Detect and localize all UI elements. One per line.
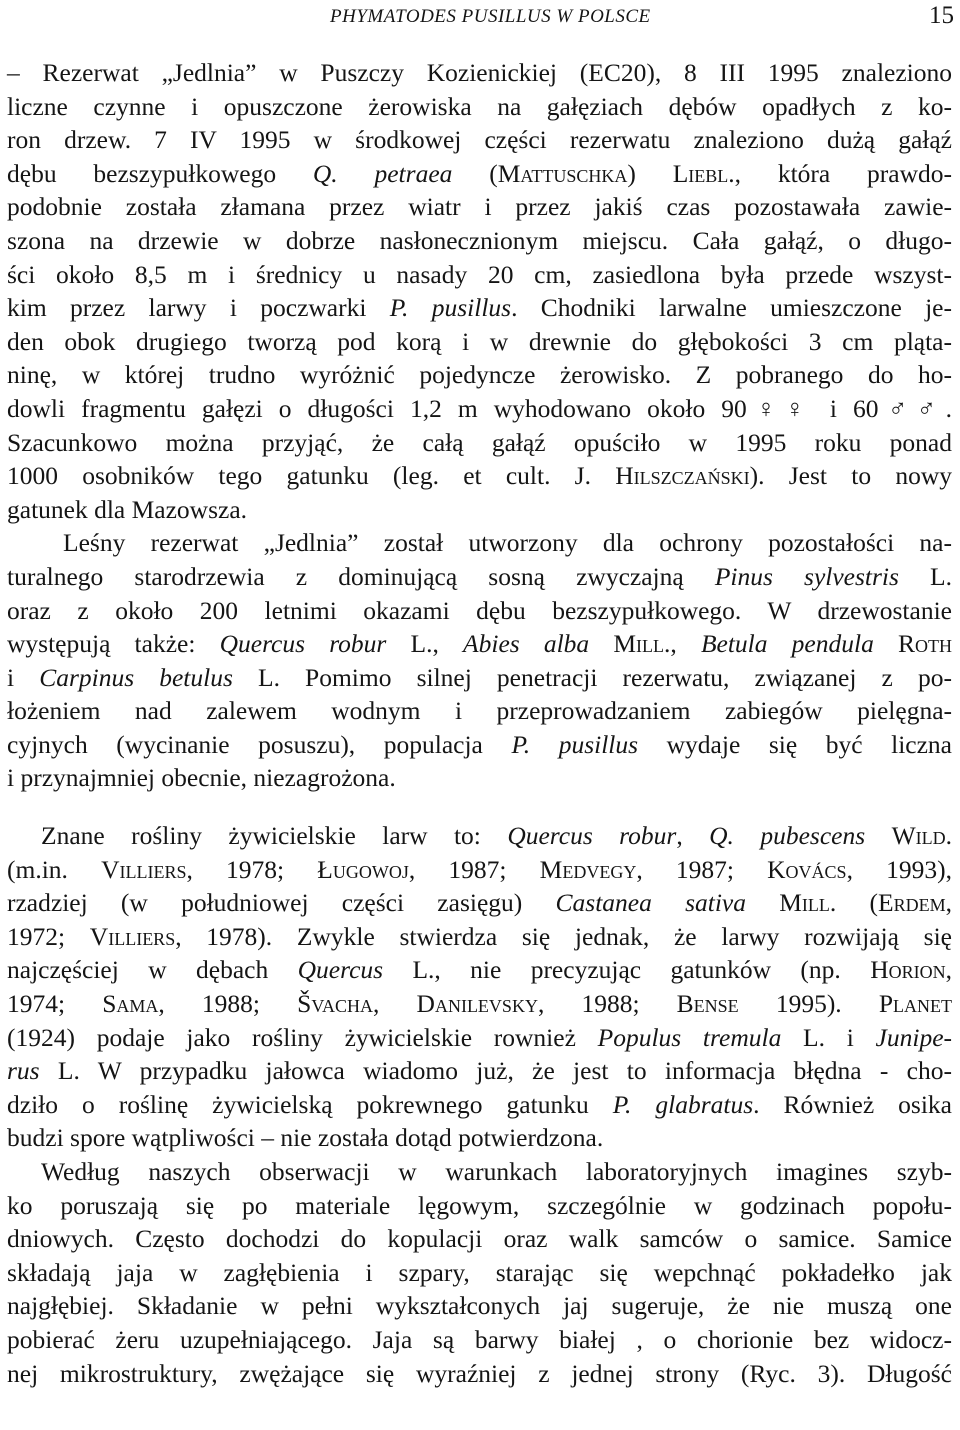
text-run: [589, 629, 613, 658]
text-line: [7, 1323, 952, 1357]
page-number: 15: [929, 2, 954, 29]
text-run: dowli fragmentu gałęzi o długości 1,2 m wyhodowano około 90♀♀ i 60♂♂.: [7, 393, 952, 423]
italic-text: P. pusillus: [511, 729, 639, 759]
italic-text: Quercus robur: [219, 629, 387, 659]
text-line: [7, 627, 952, 661]
text-run: ści około 8,5 m i średnicy u nasady 20 cm, zasiedlona była przede wszyst-: [7, 259, 952, 289]
text-run: ko poruszają się po materiale lęgowym, szczególnie w godzinach popołu-: [7, 1190, 952, 1220]
text-line: [7, 392, 952, 426]
italic-text: Castanea sativa: [555, 888, 746, 918]
text-line: [7, 1189, 952, 1223]
text-line: [7, 728, 952, 762]
text-run: podobnie została złamana przez wiatr i przez jakiś czas pozostawała zawie-: [7, 192, 952, 222]
author-name: Liebl: [672, 158, 729, 188]
text-run: dniowych. Często dochodzi do kopulacji oraz walk samców o samice. Samice: [7, 1224, 952, 1254]
text-line: [7, 694, 952, 728]
italic-text: Populus tremula: [597, 1022, 782, 1052]
text-run: ,: [373, 989, 417, 1019]
text-line: [7, 358, 952, 392]
author-name: Mill: [779, 888, 830, 918]
text-line: [7, 1256, 952, 1290]
author-name: Planet: [878, 989, 952, 1019]
text-run: , 1988;: [537, 989, 677, 1019]
author-name: Kovács: [767, 854, 847, 884]
text-run: .: [945, 821, 953, 851]
text-run: . (: [829, 888, 879, 918]
text-run: ,: [945, 888, 952, 918]
text-run: ., która prawdo-: [728, 158, 953, 188]
text-run: najgłębiej. Składanie w pełni wykształconych jaj sugeruje, że nie muszą one: [7, 1291, 952, 1321]
italic-text: P. glabratus: [612, 1089, 754, 1119]
text-run: występują także:: [7, 629, 220, 659]
italic-text: Q. petraea: [312, 158, 453, 188]
text-run: cyjnych (wycinanie posuszu), populacja: [7, 729, 512, 759]
text-line: [7, 1222, 952, 1256]
text-line: [7, 526, 952, 560]
text-run: , 1987;: [408, 854, 540, 884]
author-name: Mattuschka: [497, 158, 628, 188]
text-line: [7, 1054, 952, 1088]
italic-text: Quercus: [297, 955, 384, 985]
text-run: [746, 888, 779, 917]
text-run: (: [452, 158, 498, 188]
text-run: [865, 821, 891, 850]
text-run: dziło o roślinę żywicielską pokrewnego gatunku: [7, 1089, 613, 1119]
text-run: , 1993),: [846, 854, 952, 884]
author-name: Sama: [102, 989, 159, 1019]
running-header: [0, 2, 960, 34]
text-run: Według naszych obserwacji w warunkach laboratoryjnych imagines szyb-: [41, 1157, 952, 1186]
author-name: Medvegy: [539, 854, 637, 884]
text-run: łożeniem nad zalewem wodnym i przeprowadzaniem zabiegów pielęgna-: [7, 696, 952, 726]
text-run: 1995).: [738, 989, 879, 1019]
text-line: [7, 258, 952, 292]
text-run: budzi spore wątpliwości – nie została dotąd potwierdzona.: [7, 1123, 604, 1153]
text-line: [7, 190, 952, 224]
text-run: L., nie precyzując gatunków (np.: [383, 955, 871, 985]
text-line: [7, 325, 952, 359]
text-run: (1924) podaje jako rośliny żywicielskie rownież: [7, 1022, 598, 1052]
text-run: , 1978). Zwykle stwierdza się jednak, że larwy rozwijają się: [175, 921, 952, 951]
text-line: [7, 224, 952, 258]
italic-text: Carpinus betulus: [39, 662, 233, 692]
text-run: 1000 osobników tego gatunku (leg. et cult. J.: [7, 461, 616, 491]
italic-text: Junipe-: [875, 1022, 953, 1052]
text-run: liczne czynne i opuszczone żerowiska na gałęziach dębów opadłych z ko-: [7, 91, 952, 121]
text-run: Leśny rezerwat „Jedlnia” został utworzony dla ochrony pozostałości na-: [63, 528, 952, 558]
italic-text: Pinus sylvestris: [714, 561, 899, 591]
text-line: [7, 1088, 952, 1122]
text-run: składają jaja w zagłębienia i szpary, starając się wepchnąć pokładełko jak: [7, 1257, 952, 1287]
author-name: Danilevsky: [416, 989, 538, 1019]
italic-text: Quercus robur: [507, 821, 677, 851]
text-run: . Chodniki larwalne umieszczone je-: [511, 293, 952, 323]
text-run: nej mikrostruktury, zwężające się wyraźniej z jednej strony (Ryc. 3). Długość: [7, 1358, 952, 1388]
text-run: L. W przypadku jałowca wiadomo już, że jest to informacja błędna - cho-: [39, 1056, 952, 1086]
text-line: [7, 90, 952, 124]
text-run: ninę, w której trudno wyróżnić pojedyncze żerowisko. Z pobranego do ho-: [7, 360, 952, 390]
text-line: [7, 1021, 952, 1055]
text-line: [7, 1289, 952, 1323]
text-line: [7, 459, 952, 493]
italic-text: rus: [7, 1056, 40, 1086]
italic-text: Abies alba: [463, 629, 590, 659]
text-run: ,: [676, 821, 710, 851]
author-name: Wild: [891, 821, 946, 851]
text-line: [7, 594, 952, 628]
text-line: [7, 1155, 952, 1189]
author-name: Ługowoj: [317, 854, 409, 884]
italic-text: Q. pubescens: [709, 821, 866, 851]
text-line: [7, 886, 952, 920]
italic-text: P. pusillus: [389, 293, 512, 323]
text-line: [7, 291, 952, 325]
text-line: [7, 987, 952, 1021]
text-line: [7, 761, 952, 795]
text-line: [7, 853, 952, 887]
text-run: , 1988;: [158, 989, 298, 1019]
text-run: kim przez larwy i poczwarki: [7, 293, 390, 323]
text-run: den obok drugiego tworzą pod korą i w drewnie do głębokości 3 cm pląta-: [7, 326, 952, 356]
text-line: [7, 56, 952, 90]
author-name: Villiers: [101, 854, 187, 884]
text-line: [7, 157, 952, 191]
text-run: .,: [664, 629, 701, 659]
text-line: [7, 426, 952, 460]
author-name: Mill: [613, 629, 665, 659]
text-run: ): [627, 158, 673, 188]
text-line: [7, 953, 952, 987]
author-name: Erdem: [878, 888, 946, 918]
text-run: , 1987;: [636, 854, 768, 884]
author-name: Horion: [870, 955, 946, 985]
text-line: [7, 1357, 952, 1391]
text-run: oraz z około 200 letnimi okazami dębu bezszypułkowego. W drzewostanie: [7, 595, 952, 625]
text-line: [7, 819, 952, 853]
text-run: 1974;: [7, 989, 103, 1019]
text-run: L.,: [386, 629, 464, 659]
text-run: . Również osika: [753, 1089, 952, 1119]
text-run: szona na drzewie w dobrze nasłonecznionym miejscu. Cała gałąź, o długo-: [7, 225, 952, 255]
author-name: Švacha: [297, 989, 374, 1019]
text-run: rzadziej (w południowej części zasięgu): [7, 888, 556, 918]
text-run: ,: [945, 955, 952, 985]
text-run: L. Pomimo silnej penetracji rezerwatu, związanej z po-: [232, 662, 952, 692]
text-run: ). Jest to nowy: [749, 461, 952, 491]
text-line: [7, 661, 952, 695]
body-text: [7, 56, 952, 1390]
running-title: PHYMATODES PUSILLUS W POLSCE: [330, 6, 651, 27]
text-run: pobierać żeru uzupełniającego. Jaja są barwy białej , o chorionie bez widocz-: [7, 1324, 952, 1354]
text-run: L.: [898, 561, 952, 591]
text-run: – Rezerwat „Jedlnia” w Puszczy Kozienickiej (EC20), 8 III 1995 znaleziono: [7, 58, 952, 87]
text-run: [874, 629, 898, 658]
text-run: Szacunkowo można przyjąć, że całą gałąź opuściło w 1995 roku ponad: [7, 427, 952, 457]
text-run: Znane rośliny żywicielskie larw to:: [41, 821, 508, 851]
text-line: [7, 1121, 952, 1155]
author-name: Hilszczański: [615, 461, 750, 491]
text-run: i przynajmniej obecnie, niezagrożona.: [7, 763, 396, 793]
text-line: [7, 920, 952, 954]
author-name: Roth: [898, 629, 953, 659]
text-run: L. i: [781, 1022, 876, 1052]
author-name: Villiers: [89, 921, 176, 951]
text-run: ron drzew. 7 IV 1995 w środkowej części rezerwatu znaleziono dużą gałąź: [7, 125, 952, 155]
text-line: [7, 123, 952, 157]
author-name: Bense: [676, 989, 739, 1019]
text-run: dębu bezszypułkowego: [7, 158, 313, 188]
text-run: gatunek dla Mazowsza.: [7, 494, 248, 524]
text-run: wydaje się być liczna: [638, 729, 952, 759]
text-line: [7, 560, 952, 594]
text-run: (m.in.: [7, 854, 102, 884]
text-line: [7, 493, 952, 527]
italic-text: Betula pendula: [700, 629, 874, 659]
text-run: turalnego starodrzewia z dominującą sosną zwyczajną: [7, 561, 715, 591]
text-run: najczęściej w dębach: [7, 955, 298, 985]
text-run: 1972;: [7, 921, 90, 951]
text-run: , 1978;: [186, 854, 318, 884]
text-run: i: [7, 662, 40, 692]
